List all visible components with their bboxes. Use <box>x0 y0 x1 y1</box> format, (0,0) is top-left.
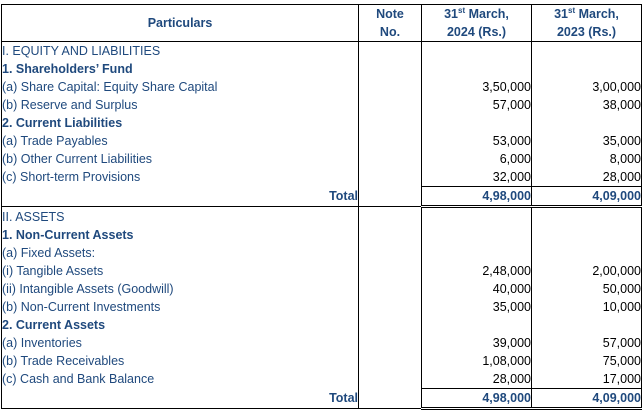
table-row <box>2 226 642 244</box>
header-2024-day: 31 <box>444 7 458 21</box>
row-label: (a) Trade Payables <box>2 132 359 150</box>
note-cell <box>359 244 422 262</box>
note-cell <box>359 132 422 150</box>
value-2024 <box>422 60 532 78</box>
row-label: (c) Cash and Bank Balance <box>2 370 359 389</box>
value-2023 <box>532 244 642 262</box>
table-row <box>2 96 642 114</box>
table-row <box>2 150 642 168</box>
table-row <box>2 352 642 370</box>
value-2024: 57,000 <box>422 96 532 114</box>
note-cell <box>359 352 422 370</box>
group-heading-current-liabilities: 2. Current Liabilities <box>2 114 359 132</box>
group-heading-non-current-assets: 1. Non-Current Assets <box>2 226 359 244</box>
balance-sheet-table <box>1 4 642 410</box>
value-2024: 32,000 <box>422 168 532 187</box>
value-2023: 75,000 <box>532 352 642 370</box>
total-2023: 4,09,000 <box>532 187 642 207</box>
note-cell <box>359 114 422 132</box>
total-2023: 4,09,000 <box>532 389 642 409</box>
total-2024: 4,98,000 <box>422 389 532 409</box>
group-heading-shareholders-fund: 1. Shareholders’ Fund <box>2 60 359 78</box>
value-2024: 28,000 <box>422 370 532 389</box>
note-cell <box>359 60 422 78</box>
header-2023-sup: st <box>568 5 576 15</box>
table-row <box>2 244 642 262</box>
note-cell <box>359 150 422 168</box>
row-label: (ii) Intangible Assets (Goodwill) <box>2 280 359 298</box>
row-label: (b) Reserve and Surplus <box>2 96 359 114</box>
total-2024: 4,98,000 <box>422 187 532 207</box>
total-label: Total <box>2 187 359 207</box>
value-2023: 10,000 <box>532 298 642 316</box>
note-cell <box>359 207 422 227</box>
value-2024: 39,000 <box>422 334 532 352</box>
value-2023: 8,000 <box>532 150 642 168</box>
header-2024-month: March, <box>465 7 509 21</box>
table-row <box>2 168 642 187</box>
value-2023: 35,000 <box>532 132 642 150</box>
value-2024 <box>422 244 532 262</box>
table-row <box>2 114 642 132</box>
note-cell <box>359 78 422 96</box>
note-cell <box>359 389 422 409</box>
value-2023 <box>532 60 642 78</box>
value-2023: 2,00,000 <box>532 262 642 280</box>
value-2024 <box>422 207 532 227</box>
value-2024: 2,48,000 <box>422 262 532 280</box>
value-2024: 1,08,000 <box>422 352 532 370</box>
header-2023-day: 31 <box>554 7 568 21</box>
table-row <box>2 370 642 389</box>
note-cell <box>359 42 422 61</box>
note-cell <box>359 187 422 207</box>
table-row <box>2 78 642 96</box>
value-2024: 40,000 <box>422 280 532 298</box>
value-2023 <box>532 114 642 132</box>
row-label: (c) Short-term Provisions <box>2 168 359 187</box>
balance-sheet <box>1 4 641 406</box>
header-particulars: Particulars <box>2 5 359 42</box>
total-label: Total <box>2 389 359 409</box>
note-cell <box>359 280 422 298</box>
value-2024 <box>422 42 532 61</box>
group-heading-current-assets: 2. Current Assets <box>2 316 359 334</box>
value-2024 <box>422 114 532 132</box>
section-heading-equity-liabilities: I. EQUITY AND LIABILITIES <box>2 42 359 61</box>
header-year-2023 <box>532 5 642 42</box>
header-year-2024 <box>422 5 532 42</box>
value-2023 <box>532 316 642 334</box>
value-2024: 3,50,000 <box>422 78 532 96</box>
row-label: (b) Trade Receivables <box>2 352 359 370</box>
row-label: (a) Inventories <box>2 334 359 352</box>
total-row <box>2 187 642 207</box>
value-2023: 50,000 <box>532 280 642 298</box>
value-2024: 6,000 <box>422 150 532 168</box>
table-row <box>2 298 642 316</box>
row-label: (i) Tangible Assets <box>2 262 359 280</box>
note-cell <box>359 334 422 352</box>
value-2024: 35,000 <box>422 298 532 316</box>
table-row <box>2 60 642 78</box>
value-2023 <box>532 207 642 227</box>
row-label: (b) Non-Current Investments <box>2 298 359 316</box>
note-cell <box>359 298 422 316</box>
note-cell <box>359 316 422 334</box>
section-heading-assets: II. ASSETS <box>2 207 359 227</box>
value-2024 <box>422 316 532 334</box>
note-cell <box>359 96 422 114</box>
row-label: (a) Fixed Assets: <box>2 244 359 262</box>
value-2024 <box>422 226 532 244</box>
note-cell <box>359 370 422 389</box>
value-2023: 38,000 <box>532 96 642 114</box>
note-cell <box>359 262 422 280</box>
value-2023: 57,000 <box>532 334 642 352</box>
table-row <box>2 334 642 352</box>
row-label: (b) Other Current Liabilities <box>2 150 359 168</box>
value-2023: 17,000 <box>532 370 642 389</box>
header-2024-line2: 2024 (Rs.) <box>446 25 507 39</box>
value-2023 <box>532 42 642 61</box>
table-row <box>2 132 642 150</box>
header-note-line2: No. <box>379 25 401 39</box>
table-row <box>2 262 642 280</box>
value-2023: 28,000 <box>532 168 642 187</box>
table-row <box>2 207 642 227</box>
header-2023-month: March, <box>575 7 619 21</box>
value-2023: 3,00,000 <box>532 78 642 96</box>
table-row <box>2 280 642 298</box>
header-row <box>2 5 642 42</box>
value-2023 <box>532 226 642 244</box>
note-cell <box>359 226 422 244</box>
table-row <box>2 42 642 61</box>
table-row <box>2 316 642 334</box>
header-2024-sup: st <box>458 5 466 15</box>
header-note-no <box>359 5 422 42</box>
header-2023-line2: 2023 (Rs.) <box>556 25 617 39</box>
total-row <box>2 389 642 409</box>
note-cell <box>359 168 422 187</box>
header-note-line1: Note <box>376 7 404 21</box>
value-2024: 53,000 <box>422 132 532 150</box>
row-label: (a) Share Capital: Equity Share Capital <box>2 78 359 96</box>
